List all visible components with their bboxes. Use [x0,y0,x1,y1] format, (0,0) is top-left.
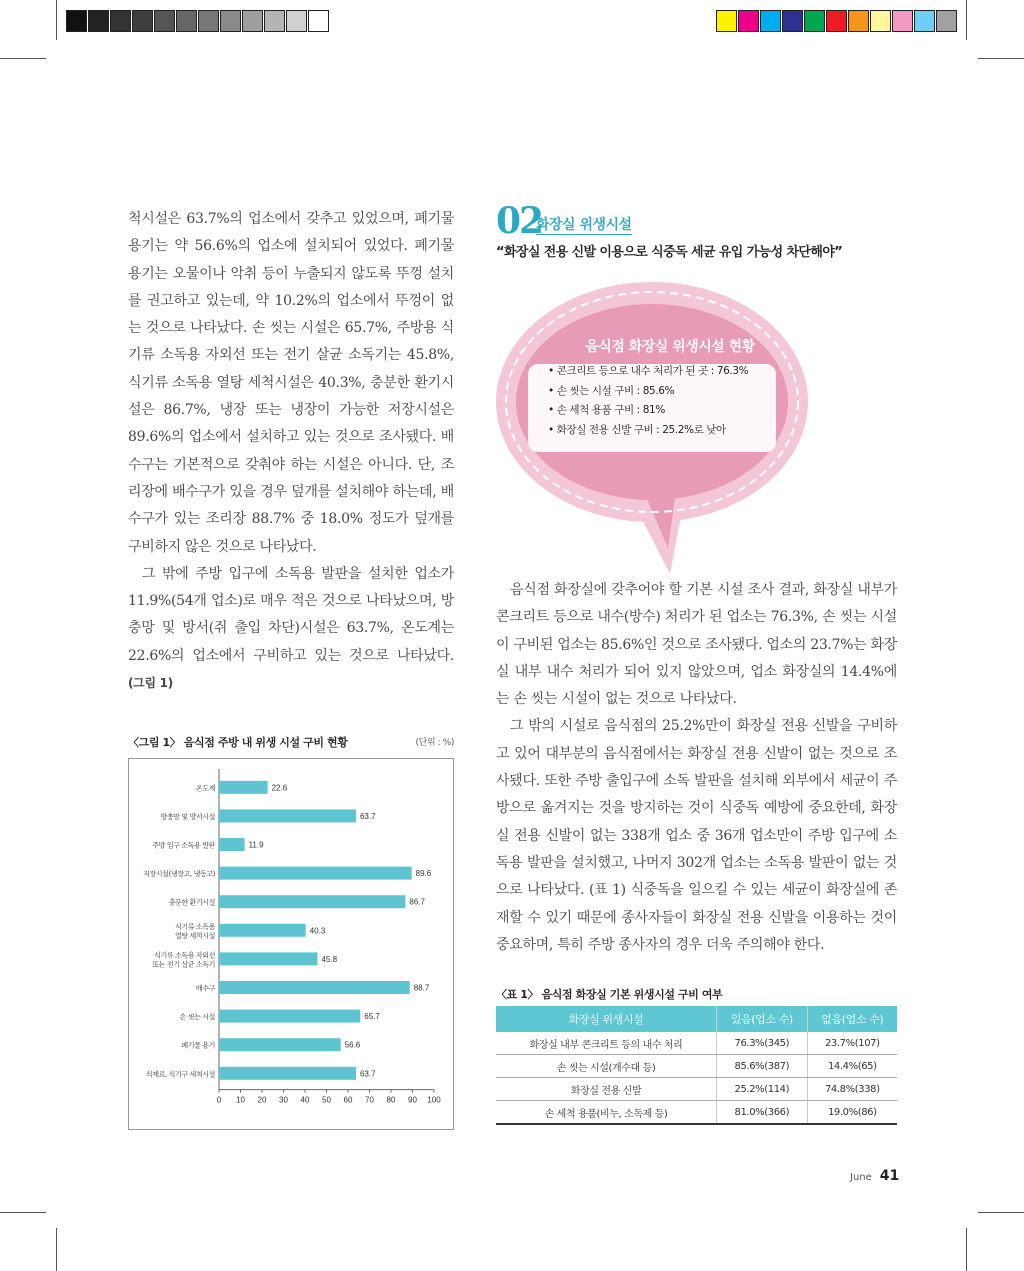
chart-bar [219,809,356,822]
gray-swatch [264,10,285,32]
bar-value-label: 65.7 [364,1012,380,1022]
table-header-row [496,1006,897,1032]
category-label: 저장시설(냉장고, 냉동고) [143,870,215,879]
bar-value-label: 89.6 [415,869,432,879]
table-cell: 76.3%(345) [717,1032,808,1055]
table-title: 〈표 1〉 음식점 화장실 기본 위생시설 구비 여부 [496,988,723,1001]
chart-bar [219,981,410,994]
bubble-item: • 화장실 전용 신발 구비 : 25.2%로 낮아 [548,423,726,436]
x-tick-label: 40 [300,1095,310,1105]
body-paragraph: 그 밖의 시설로 음식점의 25.2%만이 화장실 전용 신발을 구비하고 있어 대부분의 음식점에서는 화장실 전용 신발이 없는 것으로 조사됐다. 또한 주방 출입구에 소독 발판을 설치해 외부에서 세균이 주방으로 옮겨지는 것을 방지하는 것이 식중독 예방에 중요한데, 화장실 전용 신발이 없는 338개 업소 중 36개 업소만이 주방 입구에 소독용 발판을 설치했고, 나머지 302개 업소는 소독용 발판이 없는 것으로 나타났다. (표 1) 식중독을 일으킬 수 있는 세균이 화장실에 존재할 수 있기 때문에 종사자들이 화장실 전용 신발을 이용하는 것이 중요하며, 특히 주방 종사자의 경우 더욱 주의해야 한다. [496,718,897,953]
bar-value-label: 86.7 [409,897,425,907]
bar-value-label: 88.7 [413,983,430,993]
chart-bar [219,867,412,880]
page-number: 41 [879,1168,900,1184]
color-swatch [936,10,957,32]
gray-swatch [110,10,131,32]
gray-swatch [88,10,109,32]
gray-swatch [154,10,175,32]
table-cell: 14.4%(65) [807,1055,897,1078]
table-cell: 74.8%(338) [807,1078,897,1101]
color-swatch [826,10,847,32]
category-label: 또는 전기 살균 소독기 [152,960,215,969]
crop-mark [56,0,57,40]
crop-mark [966,0,967,40]
left-column-text [128,206,454,697]
table-cell: 81.0%(366) [717,1101,808,1125]
body-paragraph-text: 그 밖에 주방 입구에 소독용 발판을 설치한 업소가 11.9%(54개 업소)로 매우 적은 것으로 나타났으며, 방충망 및 방서(쥐 출입 차단)시설은 63.7%, 온도계는 22.6%의 업소에서 구비하고 있는 것으로 나타났다. [128,565,454,664]
table-cell: 19.0%(86) [807,1101,897,1125]
color-swatch [804,10,825,32]
color-swatch [892,10,913,32]
right-column-text [496,577,897,959]
x-tick-label: 10 [236,1095,245,1105]
figure-title [128,734,454,750]
body-paragraph: 음식점 화장실에 갖추어야 할 기본 시설 조사 결과, 화장실 내부가 콘크리트 등으로 내수(방수) 처리가 된 업소는 76.3%, 손 씻는 시설이 구비된 업소는 85.6%인 것으로 조사됐다. 업소의 23.7%는 화장실 내부 내수 처리가 되어 있지 않았으며, 업소 화장실의 14.4%에는 손 씻는 시설이 없는 것으로 나타났다. [496,582,898,708]
color-swatch [914,10,935,32]
chart-bar [219,838,245,851]
category-label: 식기류 소독용 자외선 [154,951,215,960]
category-label: 주방 입구 소독용 발판 [152,841,215,850]
chart-bar [219,895,405,908]
issue-month: June [850,1172,872,1183]
bubble-item: • 손 세척 용품 구비 : 81% [548,404,665,416]
table-cell: 23.7%(107) [807,1032,897,1055]
table-cell: 화장실 전용 신발 [496,1078,717,1101]
bubble-list [540,362,800,440]
crop-mark [0,58,46,59]
bar-value-label: 45.8 [321,954,338,964]
color-swatch-bar [716,10,958,34]
gray-swatch-bar [66,10,330,34]
section-name: 화장실 위생시설 [536,214,632,235]
category-label: 폐기물 용기 [181,1041,215,1050]
chart-bar [219,1038,341,1051]
category-label: 온도계 [195,784,215,793]
chart-bar [219,952,317,965]
body-paragraph [128,561,454,697]
x-tick-label: 20 [257,1095,267,1105]
table-cell: 손 세척 용품(비누, 소독제 등) [496,1101,717,1125]
x-tick-label: 100 [427,1095,441,1105]
x-tick-label: 0 [216,1095,222,1105]
color-swatch [782,10,803,32]
chart-bar [219,1010,360,1023]
bar-value-label: 11.9 [248,840,264,850]
gray-swatch [220,10,241,32]
bubble-title: 음식점 화장실 위생시설 현황 [585,339,755,355]
gray-swatch [198,10,219,32]
table-cell: 25.2%(114) [717,1078,808,1101]
section-subtitle: “화장실 전용 신발 이용으로 식중독 세균 유입 가능성 차단해야” [496,245,843,260]
chart-bar [219,1067,356,1080]
bar-value-label: 22.6 [271,783,288,793]
color-swatch [848,10,869,32]
gray-swatch [286,10,307,32]
table-header: 있음(업소 수) [717,1006,808,1032]
category-label: 열탕 세척시설 [175,931,215,940]
section-heading [496,200,916,242]
table-row [496,1055,897,1078]
category-label: 식재료, 식기구 세척시설 [145,1070,215,1079]
x-tick-label: 70 [365,1095,374,1105]
crop-mark [978,1212,1024,1213]
gray-swatch [66,10,87,32]
category-label: 손 씻는 시설 [179,1013,215,1022]
bar-chart-frame [128,758,454,1130]
crop-mark [966,1228,967,1271]
bubble-item: • 손 씻는 시설 구비 : 85.6% [548,384,675,397]
figure-reference: (그림 1) [128,676,173,691]
color-swatch [716,10,737,32]
table-cell: 화장실 내부 콘크리트 등의 내수 처리 [496,1032,717,1055]
crop-mark [56,1228,57,1271]
table-cell: 손 씻는 시설(개수대 등) [496,1055,717,1078]
category-label: 방충망 및 방서시설 [160,812,215,821]
body-paragraph: 척시설은 63.7%의 업소에서 갖추고 있었으며, 폐기물 용기는 약 56.6%의 업소에 설치되어 있었다. 폐기물 용기는 오물이나 악취 등이 누출되지 않도록 뚜껑 설치를 권고하고 있는데, 약 10.2%의 업소에서 뚜껑이 없는 것으로 나타났다. 손 씻는 시설은 65.7%, 주방용 식기류 소독용 자외선 또는 전기 살균 소독기는 45.8%, 식기류 소독용 열탕 세척시설은 40.3%, 충분한 환기시설은 86.7%, 냉장 또는 냉장이 가능한 저장시설은 89.6%의 업소에서 설치하고 있는 것으로 조사됐다. 배수구는 기본적으로 갖춰야 하는 시설은 아니다. 단, 조리장에 배수구가 있을 경우 덮개를 설치해야 하는데, 배수구가 있는 조리장 88.7% 중 18.0% 정도가 덮개를 구비하지 않은 것으로 나타났다. [128,211,454,555]
table-row [496,1078,897,1101]
bubble-content [540,336,800,440]
gray-swatch [176,10,197,32]
bar-value-label: 63.7 [359,1069,376,1079]
gray-swatch [132,10,153,32]
category-label: 충분한 환기시설 [168,898,215,907]
bar-value-label: 63.7 [359,811,376,821]
chart-bar [219,781,268,794]
x-tick-label: 50 [322,1095,331,1105]
chart-bar [219,924,306,937]
x-tick-label: 30 [279,1095,288,1105]
gray-swatch [242,10,263,32]
table-cell: 85.6%(387) [717,1055,808,1078]
bar-value-label: 40.3 [309,926,326,936]
page-folio [850,1168,899,1184]
bar-chart [129,759,453,1129]
facilities-table [496,1006,897,1125]
color-swatch [738,10,759,32]
gray-swatch [308,10,329,32]
x-tick-label: 60 [343,1095,353,1105]
table-row [496,1032,897,1055]
section-number: 02 [496,200,543,242]
bubble-item: • 콘크리트 등으로 내수 처리가 된 곳 : 76.3% [548,365,749,377]
figure-title-text: 〈그림 1〉 음식점 주방 내 위생 시설 구비 현황 [128,736,348,749]
table-row [496,1101,897,1125]
figure-unit: (단위 : %) [415,738,454,748]
color-swatch [870,10,891,32]
crop-mark [978,58,1024,59]
crop-mark [0,1212,46,1213]
color-swatch [760,10,781,32]
table-header: 화장실 위생시설 [496,1006,717,1032]
x-tick-label: 80 [386,1095,396,1105]
bar-value-label: 56.6 [344,1040,361,1050]
x-tick-label: 90 [408,1095,417,1105]
table-header: 없음(업소 수) [807,1006,897,1032]
category-label: 배수구 [195,984,215,993]
category-label: 식기류 소독용 [175,922,215,931]
